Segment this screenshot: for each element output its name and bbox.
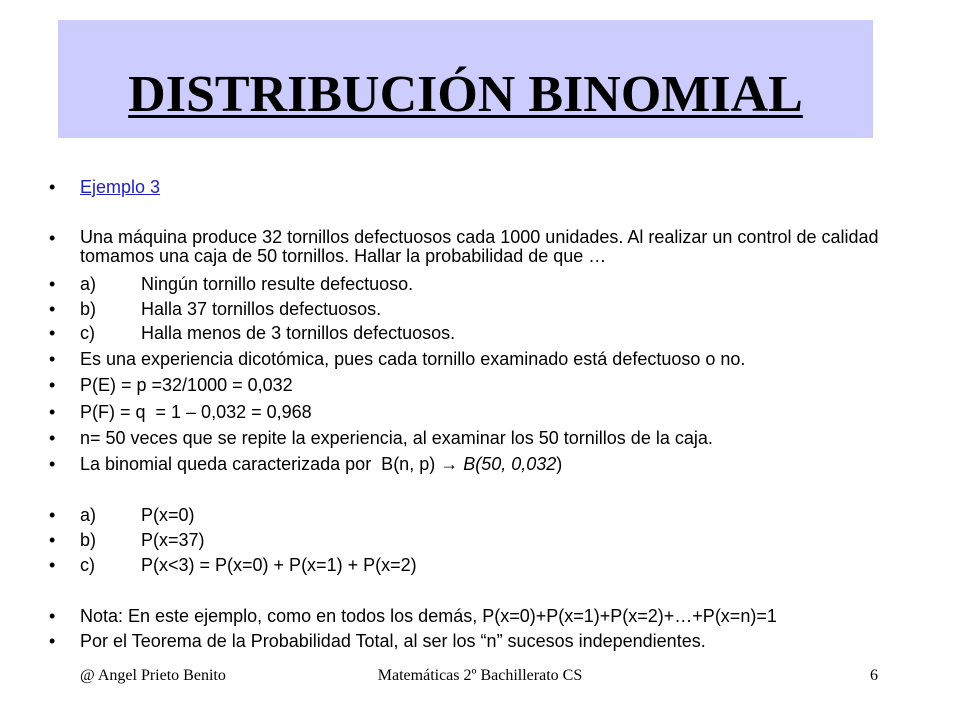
answer-text: P(x<3) = P(x=0) + P(x=1) + P(x=2) <box>141 555 417 575</box>
answer-text: P(x=0) <box>141 505 195 525</box>
question-label: c) <box>80 323 95 343</box>
example-heading-link[interactable]: Ejemplo 3 <box>80 177 161 197</box>
answer-label: b) <box>80 530 97 550</box>
fact-text: n= 50 veces que se repite la experiencia, al examinar los 50 tornillos de la caja. <box>80 428 713 448</box>
question-label: b) <box>80 299 97 319</box>
bullet-icon: • <box>49 274 56 294</box>
footer-author: @ Angel Prieto Benito <box>80 667 226 684</box>
fact-text: P(E) = p =32/1000 = 0,032 <box>80 375 293 395</box>
bullet-icon: • <box>49 428 56 448</box>
bullet-icon: • <box>49 402 56 422</box>
slide-title: DISTRIBUCIÓN BINOMIAL <box>128 66 803 123</box>
bullet-icon: • <box>49 299 56 319</box>
bullet-icon: • <box>49 349 56 369</box>
binomial-line <box>80 454 920 474</box>
note-text: Nota: En este ejemplo, como en todos los demás, P(x=0)+P(x=1)+P(x=2)+…+P(x=n)=1 <box>80 606 777 626</box>
bullet-icon: • <box>49 323 56 343</box>
note-text: Por el Teorema de la Probabilidad Total, al ser los “n” sucesos independientes. <box>80 631 706 651</box>
bullet-icon: • <box>49 631 56 651</box>
footer-page-number: 6 <box>870 667 878 684</box>
answer-label: c) <box>80 555 95 575</box>
title-banner <box>58 20 873 138</box>
bullet-icon: • <box>49 177 56 197</box>
answer-label: a) <box>80 505 97 525</box>
bullet-icon: • <box>49 228 56 248</box>
question-text: Halla 37 tornillos defectuosos. <box>141 299 382 319</box>
fact-text: Es una experiencia dicotómica, pues cada tornillo examinado está defectuoso o no. <box>80 349 746 369</box>
bullet-icon: • <box>49 606 56 626</box>
bullet-icon: • <box>49 505 56 525</box>
answer-text: P(x=37) <box>141 530 205 550</box>
arrow-right-icon: → <box>440 454 459 474</box>
bullet-icon: • <box>49 555 56 575</box>
footer-course: Matemáticas 2º Bachillerato CS <box>377 667 583 684</box>
question-label: a) <box>80 274 97 294</box>
binomial-suffix: ) <box>556 454 563 474</box>
fact-text: P(F) = q = 1 – 0,032 = 0,968 <box>80 402 312 422</box>
bullet-icon: • <box>49 454 56 474</box>
question-text: Halla menos de 3 tornillos defectuosos. <box>141 323 456 343</box>
binomial-result: B(50, 0,032 <box>463 454 557 474</box>
bullet-icon: • <box>49 530 56 550</box>
binomial-prefix: La binomial queda caracterizada por B(n, p) <box>80 454 441 474</box>
question-text: Ningún tornillo resulte defectuoso. <box>141 274 414 294</box>
bullet-icon: • <box>49 375 56 395</box>
problem-statement: Una máquina produce 32 tornillos defectuosos cada 1000 unidades. Al realizar un control de calidad tomamos una caja de 50 tornillos. Hallar la probabilidad de que … <box>80 227 879 266</box>
